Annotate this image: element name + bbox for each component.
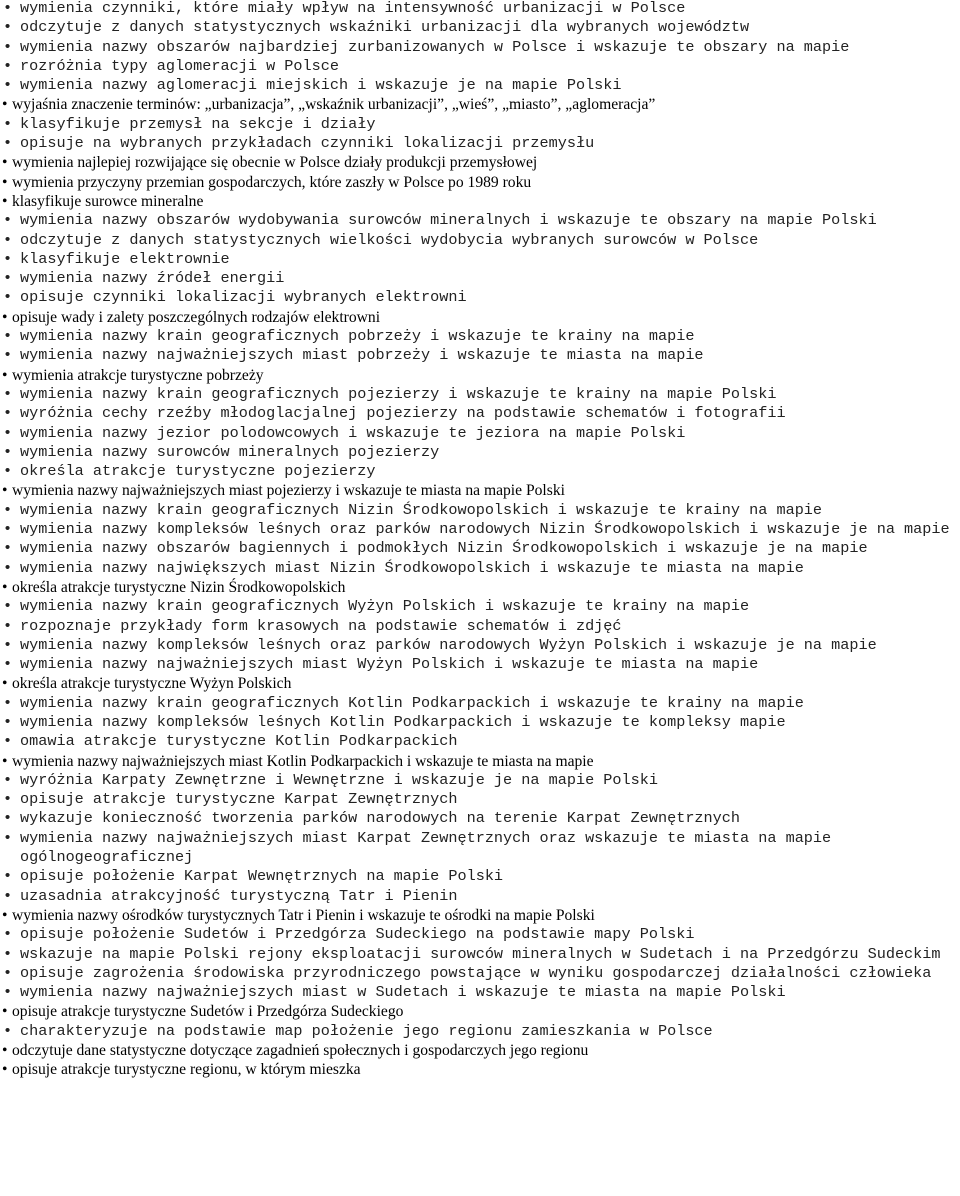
list-item: • wymienia nazwy ośrodków turystycznych Tatr i Pienin i wskazuje te ośrodki na mapie Polski [2, 906, 958, 925]
list-item: • wymienia nazwy najważniejszych miast pobrzeży i wskazuje te miasta na mapie [2, 346, 958, 365]
list-item: • opisuje atrakcje turystyczne Sudetów i Przedgórza Sudeckiego [2, 1002, 958, 1021]
list-item: • wymienia nazwy najważniejszych miast Kotlin Podkarpackich i wskazuje te miasta na mapie [2, 752, 958, 771]
list-item: • wymienia nazwy jezior polodowcowych i wskazuje te jeziora na mapie Polski [2, 424, 958, 443]
list-item: • omawia atrakcje turystyczne Kotlin Podkarpackich [2, 732, 958, 751]
list-item: • wymienia przyczyny przemian gospodarczych, które zaszły w Polsce po 1989 roku [2, 173, 958, 192]
list-item: • wymienia nazwy kompleksów leśnych oraz parków narodowych Nizin Środkowopolskich i wskazuje je na mapie [2, 520, 958, 539]
list-item: • wymienia nazwy obszarów najbardziej zurbanizowanych w Polsce i wskazuje te obszary na mapie [2, 38, 958, 57]
list-item: • opisuje położenie Karpat Wewnętrznych na mapie Polski [2, 867, 958, 886]
list-item: • wymienia nazwy surowców mineralnych pojezierzy [2, 443, 958, 462]
list-item: • wymienia nazwy krain geograficznych Wyżyn Polskich i wskazuje te krainy na mapie [2, 597, 958, 616]
list-item: • wymienia nazwy najważniejszych miast pojezierzy i wskazuje te miasta na mapie Polski [2, 481, 958, 500]
list-item: • opisuje zagrożenia środowiska przyrodniczego powstające w wyniku gospodarczej działalności człowieka [2, 964, 958, 983]
list-item: • uzasadnia atrakcyjność turystyczną Tatr i Pienin [2, 887, 958, 906]
list-item: • wymienia nazwy kompleksów leśnych oraz parków narodowych Wyżyn Polskich i wskazuje je na mapie [2, 636, 958, 655]
list-item: • opisuje na wybranych przykładach czynniki lokalizacji przemysłu [2, 134, 958, 153]
list-item: • odczytuje dane statystyczne dotyczące zagadnień społecznych i gospodarczych jego regionu [2, 1041, 958, 1060]
list-item: • wymienia nazwy kompleksów leśnych Kotlin Podkarpackich i wskazuje te kompleksy mapie [2, 713, 958, 732]
list-item: • opisuje położenie Sudetów i Przedgórza Sudeckiego na podstawie mapy Polski [2, 925, 958, 944]
list-item: • charakteryzuje na podstawie map położenie jego regionu zamieszkania w Polsce [2, 1022, 958, 1041]
list-item: • wymienia nazwy aglomeracji miejskich i wskazuje je na mapie Polski [2, 76, 958, 95]
list-item: • określa atrakcje turystyczne Wyżyn Polskich [2, 674, 958, 693]
list-item: • wyjaśnia znaczenie terminów: „urbanizacja”, „wskaźnik urbanizacji”, „wieś”, „miasto”, „aglomeracja” [2, 95, 958, 114]
list-item: • wymienia nazwy krain geograficznych Kotlin Podkarpackich i wskazuje te krainy na mapie [2, 694, 958, 713]
list-item: • wymienia nazwy obszarów bagiennych i podmokłych Nizin Środkowopolskich i wskazuje je na mapie [2, 539, 958, 558]
list-item: • wymienia nazwy obszarów wydobywania surowców mineralnych i wskazuje te obszary na mapie Polski [2, 211, 958, 230]
list-item: • wymienia nazwy najważniejszych miast Karpat Zewnętrznych oraz wskazuje te miasta na mapie ogólnogeograficznej [2, 829, 958, 868]
list-item: • wymienia nazwy najważniejszych miast Wyżyn Polskich i wskazuje te miasta na mapie [2, 655, 958, 674]
list-item: • wymienia nazwy krain geograficznych pobrzeży i wskazuje te krainy na mapie [2, 327, 958, 346]
list-item: • opisuje wady i zalety poszczególnych rodzajów elektrowni [2, 308, 958, 327]
list-item: • określa atrakcje turystyczne pojezierzy [2, 462, 958, 481]
list-item: • wymienia nazwy najważniejszych miast w Sudetach i wskazuje te miasta na mapie Polski [2, 983, 958, 1002]
list-item: • wykazuje konieczność tworzenia parków narodowych na terenie Karpat Zewnętrznych [2, 809, 958, 828]
list-item: • wymienia nazwy źródeł energii [2, 269, 958, 288]
list-item: • klasyfikuje surowce mineralne [2, 192, 958, 211]
list-item: • odczytuje z danych statystycznych wielkości wydobycia wybranych surowców w Polsce [2, 231, 958, 250]
objectives-list [2, 0, 958, 1080]
list-item: • określa atrakcje turystyczne Nizin Środkowopolskich [2, 578, 958, 597]
list-item: • opisuje atrakcje turystyczne Karpat Zewnętrznych [2, 790, 958, 809]
list-item: • wskazuje na mapie Polski rejony eksploatacji surowców mineralnych w Sudetach i na Przedgórzu Sudeckim [2, 945, 958, 964]
list-item: • opisuje atrakcje turystyczne regionu, w którym mieszka [2, 1060, 958, 1079]
list-item: • klasyfikuje elektrownie [2, 250, 958, 269]
list-item: • wymienia atrakcje turystyczne pobrzeży [2, 366, 958, 385]
list-item: • wyróżnia Karpaty Zewnętrzne i Wewnętrzne i wskazuje je na mapie Polski [2, 771, 958, 790]
list-item: • wymienia nazwy krain geograficznych pojezierzy i wskazuje te krainy na mapie Polski [2, 385, 958, 404]
list-item: • wymienia czynniki, które miały wpływ na intensywność urbanizacji w Polsce [2, 0, 958, 18]
list-item: • wymienia nazwy krain geograficznych Nizin Środkowopolskich i wskazuje te krainy na mapie [2, 501, 958, 520]
list-item: • wymienia nazwy największych miast Nizin Środkowopolskich i wskazuje te miasta na mapie [2, 559, 958, 578]
list-item: • wyróżnia cechy rzeźby młodoglacjalnej pojezierzy na podstawie schematów i fotografii [2, 404, 958, 423]
list-item: • klasyfikuje przemysł na sekcje i działy [2, 115, 958, 134]
list-item: • odczytuje z danych statystycznych wskaźniki urbanizacji dla wybranych województw [2, 18, 958, 37]
list-item: • rozróżnia typy aglomeracji w Polsce [2, 57, 958, 76]
list-item: • rozpoznaje przykłady form krasowych na podstawie schematów i zdjęć [2, 617, 958, 636]
list-item: • opisuje czynniki lokalizacji wybranych elektrowni [2, 288, 958, 307]
list-item: • wymienia najlepiej rozwijające się obecnie w Polsce działy produkcji przemysłowej [2, 153, 958, 172]
